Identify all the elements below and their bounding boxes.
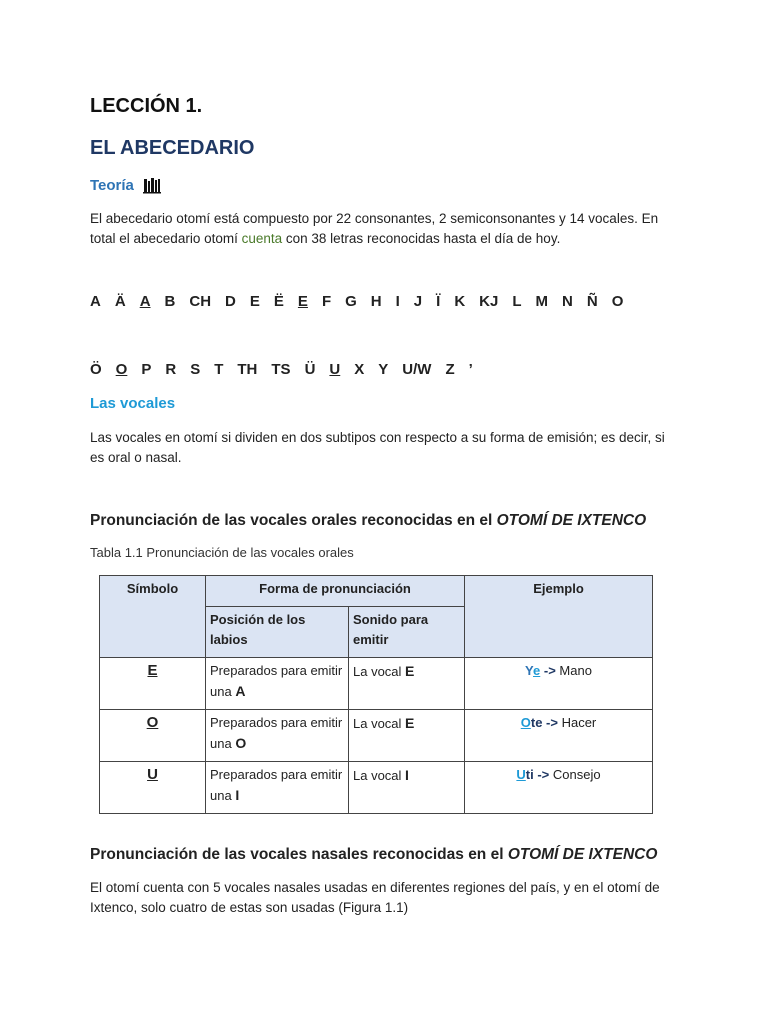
row-ejemplo [465,658,653,710]
intro-line-2-a: total el abecedario otomí [90,231,242,246]
ejemplo-meaning: Consejo [549,767,601,782]
vocales-paragraph [90,428,680,468]
letter: N [562,293,573,310]
labios-vowel: O [235,735,247,751]
ejemplo-arrow: -> [540,663,556,678]
letter: R [165,361,177,378]
labios-vowel: I [235,787,240,803]
header-forma: Forma de pronunciación [206,576,465,607]
intro-paragraph [90,209,680,249]
letter: D [225,293,236,310]
letter: S [190,361,201,378]
letter: K [454,293,466,310]
letter: KJ [479,293,499,310]
sonido-vowel: I [405,767,409,783]
letter: A [139,293,151,310]
vocales-line-2: es oral o nasal. [90,450,182,465]
intro-line-1: El abecedario otomí está compuesto por 22 consonantes, 2 semiconsonantes y 14 vocales. En [90,211,659,226]
oral-heading [90,512,646,530]
sonido-text: La vocal [353,716,406,731]
letter: L [512,293,522,310]
letter: Ü [304,361,316,378]
letter: CH [189,293,212,310]
letter: E [249,293,260,310]
sonido-text: La vocal [353,768,406,783]
table-caption: Tabla 1.1 Pronunciación de las vocales orales [90,545,354,560]
nasal-line-2: Ixtenco, solo cuatro de estas son usadas (Figura 1.1) [90,900,409,915]
vocales-heading: Las vocales [90,395,176,412]
nasal-heading [90,846,657,864]
letter: T [214,361,224,378]
row-symbol: U [100,762,206,814]
ejemplo-arrow: -> [542,715,558,730]
ejemplo-lead: ti [525,767,534,782]
row-sonido [349,710,465,762]
alphabet-row-1 [90,293,637,310]
alphabet-row-2 [90,361,487,378]
header-simbolo: Símbolo [100,576,206,658]
table-row [100,658,653,710]
ejemplo-lead: te [530,715,543,730]
ejemplo-meaning: Mano [555,663,592,678]
letter: Y [378,361,389,378]
row-ejemplo [465,710,653,762]
letter: Ö [90,361,102,378]
labios-text: Preparados para emitir una [210,663,343,699]
vocales-line-1: Las vocales en otomí si dividen en dos subtipos con respecto a su forma de emisión; es decir, si [90,430,665,445]
row-labios [206,658,349,710]
letter: E [297,293,308,310]
letter: X [354,361,365,378]
row-labios [206,762,349,814]
letter: O [115,361,128,378]
subheader-sonido: Sonido para emitir [349,607,465,658]
oral-vowels-table [99,575,653,814]
letter: U/W [402,361,432,378]
row-labios [206,710,349,762]
letter: Ñ [586,293,598,310]
letter: P [141,361,152,378]
letter: ’ [468,361,473,378]
letter: U [329,361,341,378]
books-icon [143,177,161,194]
row-symbol: O [100,710,206,762]
letter: B [164,293,176,310]
oral-heading-text: Pronunciación de las vocales orales reconocidas en el [90,512,497,529]
oral-heading-italic: OTOMÍ DE IXTENCO [496,512,647,529]
table-row [100,710,653,762]
letter: M [535,293,549,310]
row-sonido [349,762,465,814]
ejemplo-meaning: Hacer [557,715,597,730]
row-ejemplo [465,762,653,814]
teoria-label: Teoría [90,177,134,194]
ejemplo-vowel: U [516,767,526,782]
letter: Ë [273,293,284,310]
ejemplo-vowel: O [520,715,531,730]
sonido-text: La vocal [353,664,406,679]
teoria-heading [90,177,161,194]
ejemplo-lead: Y [525,663,534,678]
intro-line-2 [90,229,680,249]
intro-green-word: cuenta [241,231,283,246]
letter: TH [237,361,258,378]
letter: A [90,293,101,310]
ejemplo-arrow: -> [533,767,550,782]
subheader-labios: Posición de los labios [206,607,349,658]
letter: H [370,293,382,310]
labios-text: Preparados para emitir una [210,767,343,803]
labios-vowel: A [235,683,246,699]
section-title: EL ABECEDARIO [90,137,255,159]
letter: TS [271,361,291,378]
sonido-vowel: E [405,663,415,679]
letter: Ä [114,293,126,310]
header-ejemplo: Ejemplo [465,576,653,658]
lesson-title: LECCIÓN 1. [90,95,203,117]
letter: Z [445,361,455,378]
table-row [100,762,653,814]
letter: J [413,293,423,310]
letter: I [395,293,400,310]
nasal-line-1: El otomí cuenta con 5 vocales nasales usadas en diferentes regiones del país, y en el otomí de [90,880,660,895]
letter: O [611,293,624,310]
letter: F [321,293,332,310]
letter: Ï [436,293,441,310]
nasal-heading-italic: OTOMÍ DE IXTENCO [507,846,658,863]
row-symbol: E [100,658,206,710]
ejemplo-vowel: e [533,663,541,678]
intro-line-2-b: con 38 letras reconocidas hasta el día de hoy. [282,231,561,246]
sonido-vowel: E [405,715,415,731]
nasal-heading-text: Pronunciación de las vocales nasales reconocidas en el [90,846,508,863]
nasal-paragraph [90,878,680,918]
labios-text: Preparados para emitir una [210,715,343,751]
letter: G [345,293,357,310]
row-sonido [349,658,465,710]
